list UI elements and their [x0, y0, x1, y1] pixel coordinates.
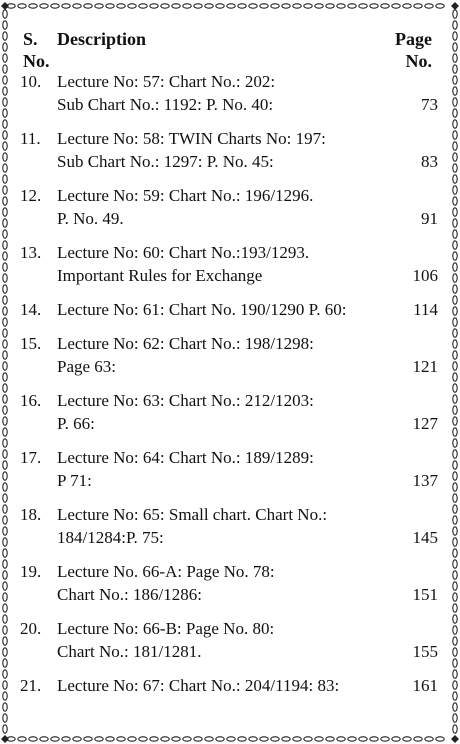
chain-link — [3, 604, 7, 612]
row-page-number: 114 — [413, 300, 438, 319]
chain-link — [18, 737, 26, 741]
chain-link — [139, 737, 147, 741]
chain-link — [3, 142, 7, 150]
row-page-number: 161 — [412, 676, 438, 695]
row-description: Lecture No: 59: Chart No.: 196/1296. P. No. 49. — [57, 186, 314, 228]
chain-link — [381, 737, 389, 741]
chain-link — [453, 175, 457, 183]
row-description: Lecture No: 60: Chart No.:193/1293. Important Rules for Exchange — [57, 243, 310, 285]
chain-link — [3, 450, 7, 458]
chain-link — [3, 692, 7, 700]
chain-link — [414, 737, 422, 741]
description-column-header: Description — [57, 29, 146, 49]
chain-link — [3, 76, 7, 84]
corner-ornament — [451, 2, 459, 10]
chain-link — [453, 560, 457, 568]
chain-link — [282, 4, 290, 8]
chain-link — [359, 4, 367, 8]
chain-link — [453, 10, 457, 18]
chain-link — [293, 4, 301, 8]
chain-link — [161, 4, 169, 8]
chain-link — [205, 4, 213, 8]
sno-column-header: S. No. — [23, 29, 50, 71]
chain-link — [139, 4, 147, 8]
chain-link — [453, 219, 457, 227]
row-description: Lecture No: 66-B: Page No. 80: Chart No.: 181/1281. — [57, 619, 275, 661]
chain-link — [3, 153, 7, 161]
chain-link — [436, 4, 444, 8]
row-number: 11. — [20, 129, 41, 148]
chain-link — [3, 307, 7, 315]
chain-link — [3, 494, 7, 502]
chain-link — [3, 395, 7, 403]
chain-link — [3, 263, 7, 271]
chain-link — [3, 384, 7, 392]
chain-link — [51, 737, 59, 741]
chain-link — [3, 516, 7, 524]
chain-link — [117, 4, 125, 8]
chain-link — [293, 737, 301, 741]
chain-link — [3, 318, 7, 326]
chain-link — [3, 560, 7, 568]
chain-link — [403, 4, 411, 8]
chain-link — [216, 4, 224, 8]
row-description: Lecture No: 64: Chart No.: 189/1289: P 71: — [57, 448, 314, 490]
chain-link — [326, 737, 334, 741]
chain-link — [453, 307, 457, 315]
chain-link — [453, 538, 457, 546]
chain-link — [62, 737, 70, 741]
row-description: Lecture No: 57: Chart No.: 202: Sub Chart No.: 1192: P. No. 40: — [57, 72, 276, 114]
row-number: 12. — [20, 186, 42, 205]
row-description: Lecture No: 61: Chart No. 190/1290 P. 60: — [57, 300, 347, 319]
chain-link — [194, 4, 202, 8]
chain-link — [216, 737, 224, 741]
chain-link — [117, 737, 125, 741]
chain-link — [348, 4, 356, 8]
chain-link — [3, 175, 7, 183]
chain-link — [183, 737, 191, 741]
chain-link — [392, 4, 400, 8]
chain-link — [453, 406, 457, 414]
row-page-number: 145 — [412, 528, 438, 547]
chain-link — [425, 737, 433, 741]
row-page-number: 106 — [412, 266, 438, 285]
chain-link — [453, 164, 457, 172]
contents-table — [20, 26, 438, 695]
chain-link — [453, 98, 457, 106]
chain-link — [315, 737, 323, 741]
chain-link — [453, 186, 457, 194]
corner-ornament — [1, 735, 9, 743]
chain-link — [453, 32, 457, 40]
chain-link — [453, 153, 457, 161]
chain-link — [3, 670, 7, 678]
chain-link — [3, 582, 7, 590]
chain-link — [128, 737, 136, 741]
chain-link — [3, 54, 7, 62]
chain-link — [453, 703, 457, 711]
chain-link — [260, 737, 268, 741]
chain-link — [453, 450, 457, 458]
chain-link — [3, 615, 7, 623]
chain-link — [3, 362, 7, 370]
chain-link — [106, 4, 114, 8]
chain-link — [3, 417, 7, 425]
chain-link — [29, 737, 37, 741]
chain-link — [18, 4, 26, 8]
chain-link — [3, 538, 7, 546]
chain-link — [3, 109, 7, 117]
chain-link — [150, 737, 158, 741]
chain-link — [73, 4, 81, 8]
row-description: Lecture No: 65: Small chart. Chart No.: 184/1284:P. 75: — [57, 505, 328, 547]
chain-link — [62, 4, 70, 8]
chain-link — [3, 714, 7, 722]
chain-link — [453, 384, 457, 392]
chain-link — [3, 483, 7, 491]
chain-link — [453, 494, 457, 502]
chain-link — [3, 681, 7, 689]
chain-link — [453, 648, 457, 656]
row-number: 18. — [20, 505, 42, 524]
chain-link — [453, 131, 457, 139]
chain-link — [227, 4, 235, 8]
page-column-header: Page No. — [395, 29, 432, 71]
chain-link — [337, 4, 345, 8]
row-page-number: 127 — [412, 414, 438, 433]
chain-link — [348, 737, 356, 741]
chain-link — [304, 4, 312, 8]
chain-link — [3, 439, 7, 447]
chain-link — [453, 263, 457, 271]
chain-link — [453, 593, 457, 601]
chain-link — [453, 516, 457, 524]
chain-link — [3, 648, 7, 656]
row-number: 16. — [20, 391, 42, 410]
chain-link — [260, 4, 268, 8]
chain-link — [183, 4, 191, 8]
chain-link — [194, 737, 202, 741]
chain-link — [3, 593, 7, 601]
row-description: Lecture No: 58: TWIN Charts No: 197: Sub Chart No.: 1297: P. No. 45: — [57, 129, 326, 171]
chain-link — [453, 483, 457, 491]
row-page-number: 73 — [421, 95, 438, 114]
corner-ornament — [451, 735, 459, 743]
chain-link — [370, 4, 378, 8]
chain-link — [453, 505, 457, 513]
chain-link — [3, 505, 7, 513]
chain-link — [453, 373, 457, 381]
chain-link — [453, 65, 457, 73]
row-page-number: 137 — [412, 471, 438, 490]
chain-link — [453, 230, 457, 238]
chain-link — [453, 714, 457, 722]
chain-link — [3, 285, 7, 293]
chain-link — [3, 428, 7, 436]
chain-link — [128, 4, 136, 8]
chain-link — [453, 439, 457, 447]
chain-link — [3, 329, 7, 337]
chain-link — [453, 208, 457, 216]
row-description: Lecture No: 67: Chart No.: 204/1194: 83: — [57, 676, 340, 695]
chain-link — [453, 637, 457, 645]
chain-link — [453, 472, 457, 480]
chain-link — [453, 582, 457, 590]
chain-link — [359, 737, 367, 741]
chain-link — [3, 703, 7, 711]
chain-link — [95, 4, 103, 8]
row-number: 10. — [20, 72, 42, 91]
chain-link — [453, 725, 457, 733]
row-number: 14. — [20, 300, 42, 319]
chain-link — [40, 4, 48, 8]
table-header — [20, 26, 438, 70]
chain-link — [453, 395, 457, 403]
chain-link — [227, 737, 235, 741]
chain-link — [161, 737, 169, 741]
row-number: 17. — [20, 448, 42, 467]
chain-link — [271, 737, 279, 741]
row-page-number: 155 — [412, 642, 438, 661]
chain-link — [381, 4, 389, 8]
chain-link — [453, 120, 457, 128]
chain-link — [3, 87, 7, 95]
chain-link — [326, 4, 334, 8]
chain-link — [337, 737, 345, 741]
chain-link — [3, 197, 7, 205]
chain-link — [3, 219, 7, 227]
chain-link — [29, 4, 37, 8]
row-page-number: 121 — [412, 357, 438, 376]
chain-link — [3, 406, 7, 414]
chain-link — [3, 274, 7, 282]
chain-link — [3, 241, 7, 249]
chain-link — [282, 737, 290, 741]
chain-link — [73, 737, 81, 741]
row-page-number: 91 — [421, 209, 438, 228]
chain-link — [304, 737, 312, 741]
row-page-number: 83 — [421, 152, 438, 171]
chain-link — [392, 737, 400, 741]
chain-link — [453, 296, 457, 304]
chain-link — [238, 4, 246, 8]
chain-link — [3, 252, 7, 260]
chain-link — [453, 351, 457, 359]
chain-link — [453, 340, 457, 348]
chain-link — [453, 87, 457, 95]
chain-link — [453, 417, 457, 425]
chain-link — [3, 296, 7, 304]
corner-ornament — [1, 2, 9, 10]
chain-link — [271, 4, 279, 8]
chain-link — [3, 120, 7, 128]
chain-link — [106, 737, 114, 741]
chain-link — [3, 230, 7, 238]
chain-link — [453, 76, 457, 84]
chain-link — [453, 252, 457, 260]
chain-link — [453, 571, 457, 579]
chain-link — [3, 549, 7, 557]
chain-link — [95, 737, 103, 741]
chain-link — [3, 626, 7, 634]
chain-link — [315, 4, 323, 8]
chain-link — [205, 737, 213, 741]
chain-link — [453, 241, 457, 249]
row-description: Lecture No: 62: Chart No.: 198/1298: Page 63: — [57, 334, 314, 376]
chain-link — [84, 4, 92, 8]
chain-link — [3, 725, 7, 733]
chain-link — [453, 285, 457, 293]
row-description: Lecture No. 66-A: Page No. 78: Chart No.: 186/1286: — [57, 562, 275, 604]
chain-link — [249, 737, 257, 741]
row-page-number: 151 — [412, 585, 438, 604]
chain-link — [453, 670, 457, 678]
chain-link — [3, 21, 7, 29]
chain-link — [3, 637, 7, 645]
chain-link — [453, 362, 457, 370]
chain-link — [453, 428, 457, 436]
chain-link — [51, 4, 59, 8]
chain-link — [84, 737, 92, 741]
chain-link — [3, 186, 7, 194]
chain-link — [3, 10, 7, 18]
chain-link — [453, 274, 457, 282]
chain-link — [453, 43, 457, 51]
row-number: 20. — [20, 619, 42, 638]
chain-link — [3, 527, 7, 535]
chain-link — [453, 109, 457, 117]
chain-link — [3, 65, 7, 73]
chain-link — [453, 604, 457, 612]
row-number: 21. — [20, 676, 42, 695]
chain-link — [3, 98, 7, 106]
chain-link — [453, 461, 457, 469]
chain-link — [3, 571, 7, 579]
chain-link — [453, 142, 457, 150]
chain-link — [3, 472, 7, 480]
row-number: 19. — [20, 562, 42, 581]
chain-link — [425, 4, 433, 8]
row-number: 15. — [20, 334, 42, 353]
chain-link — [150, 4, 158, 8]
row-number: 13. — [20, 243, 42, 262]
chain-link — [172, 4, 180, 8]
chain-link — [3, 208, 7, 216]
chain-link — [453, 329, 457, 337]
chain-link — [3, 373, 7, 381]
chain-link — [453, 21, 457, 29]
chain-link — [3, 340, 7, 348]
chain-link — [453, 318, 457, 326]
chain-link — [436, 737, 444, 741]
chain-link — [403, 737, 411, 741]
chain-link — [238, 737, 246, 741]
chain-link — [453, 549, 457, 557]
chain-link — [453, 659, 457, 667]
chain-link — [453, 692, 457, 700]
chain-link — [172, 737, 180, 741]
chain-link — [453, 681, 457, 689]
chain-link — [453, 615, 457, 623]
chain-link — [3, 351, 7, 359]
chain-link — [370, 737, 378, 741]
chain-link — [3, 43, 7, 51]
chain-link — [3, 32, 7, 40]
chain-link — [3, 461, 7, 469]
chain-link — [249, 4, 257, 8]
chain-link — [40, 737, 48, 741]
chain-link — [453, 54, 457, 62]
chain-link — [3, 131, 7, 139]
chain-link — [453, 527, 457, 535]
chain-link — [453, 197, 457, 205]
chain-link — [453, 626, 457, 634]
chain-link — [3, 164, 7, 172]
chain-link — [414, 4, 422, 8]
row-description: Lecture No: 63: Chart No.: 212/1203: P. 66: — [57, 391, 314, 433]
chain-link — [3, 659, 7, 667]
